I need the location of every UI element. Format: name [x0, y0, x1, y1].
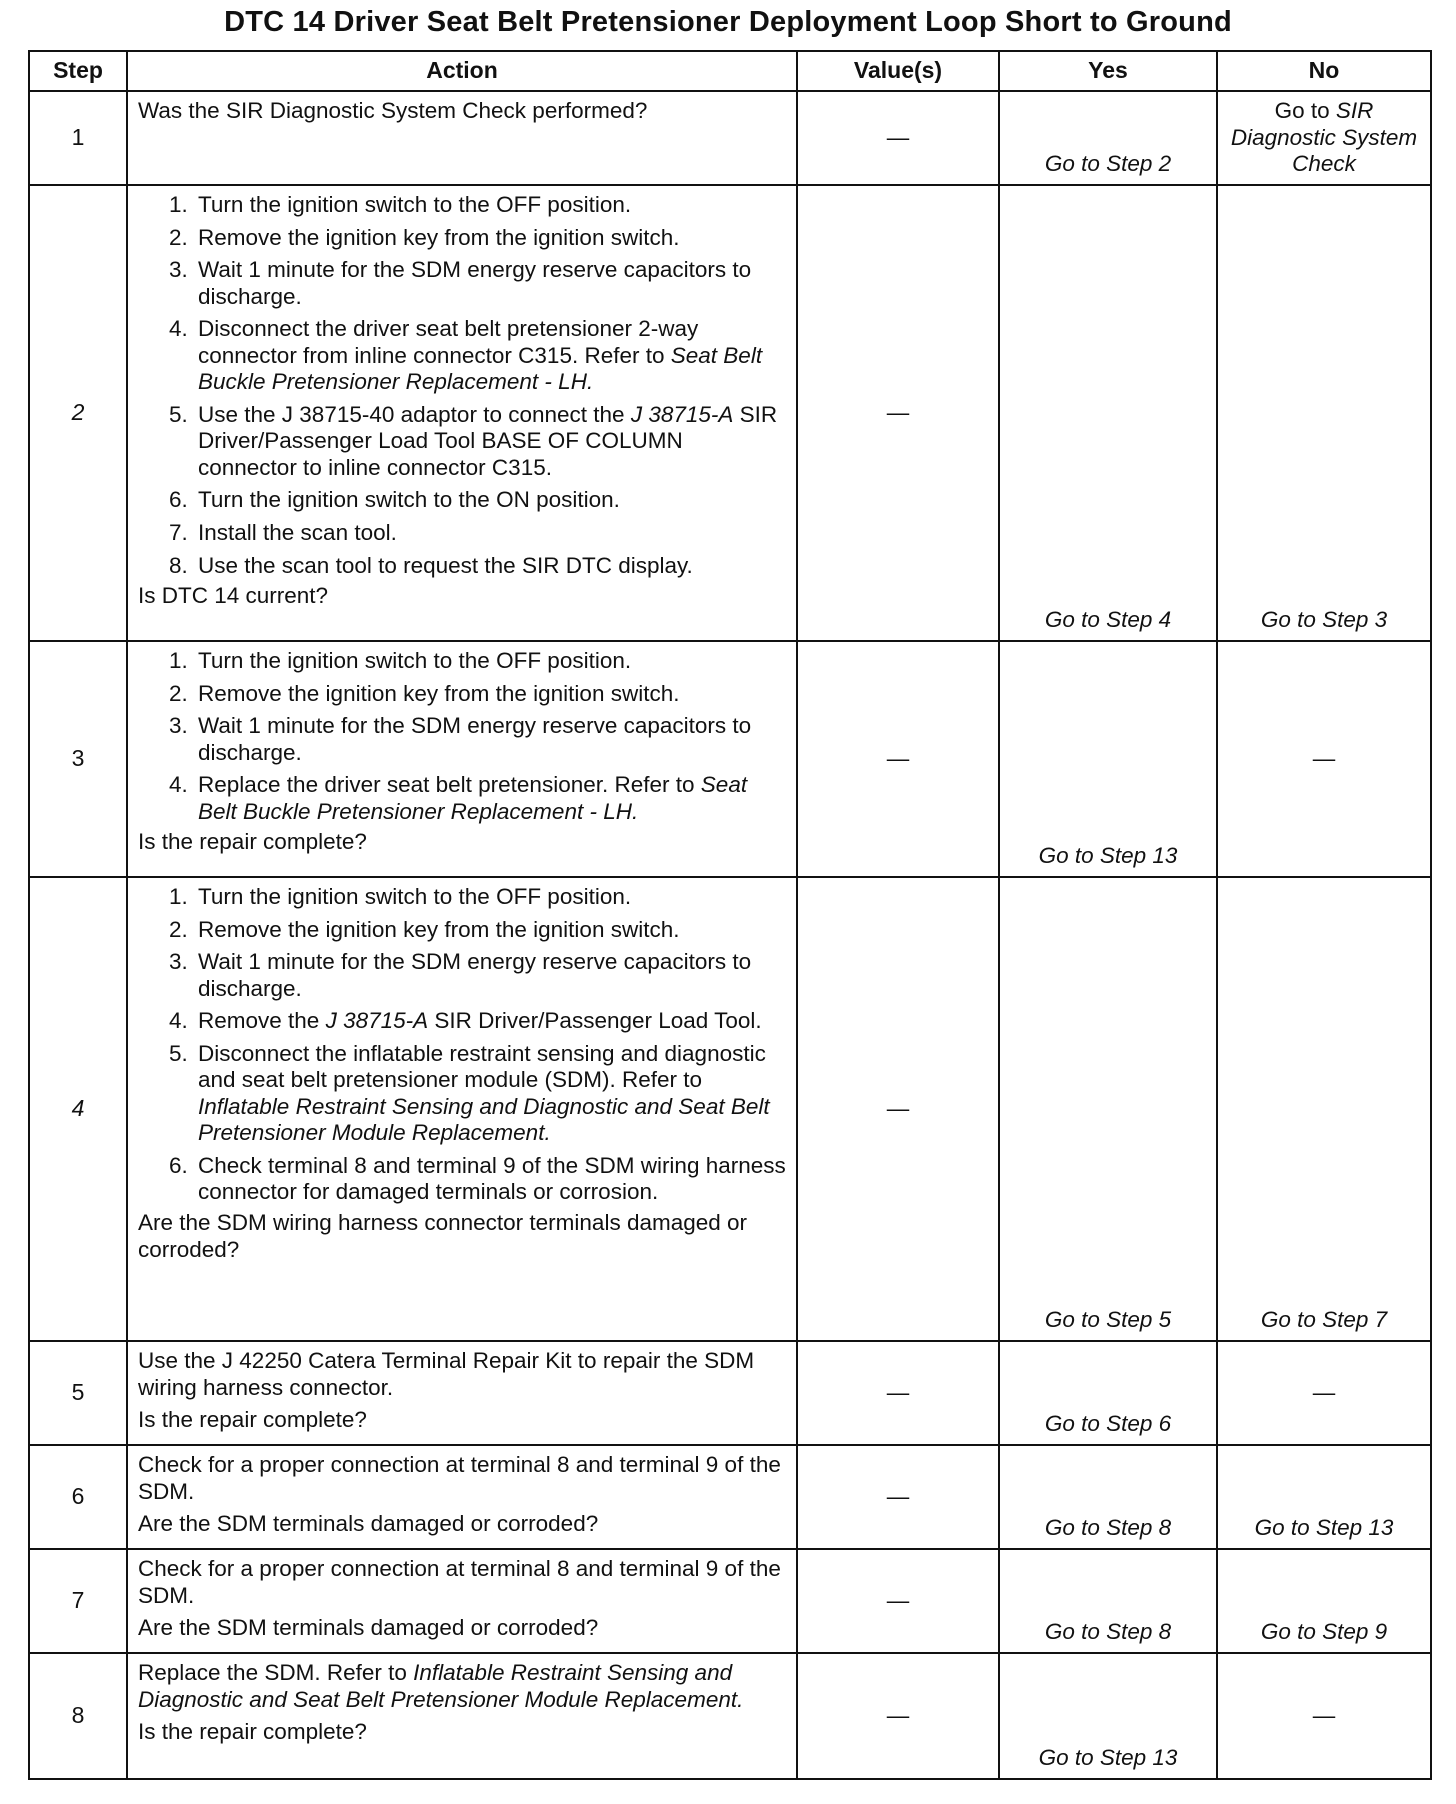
table-row [29, 1549, 1431, 1653]
list-item: 7. Install the scan tool. [194, 520, 786, 547]
table-row [29, 91, 1431, 185]
yes-cell [999, 641, 1217, 877]
list-item-text: Remove the [198, 1008, 320, 1034]
reference-link[interactable]: Seat Belt Buckle Pretensioner Replacement - LH. [198, 342, 763, 395]
value-cell [797, 641, 999, 877]
action-cell [127, 91, 797, 185]
page-title: DTC 14 Driver Seat Belt Pretensioner Deployment Loop Short to Ground [224, 6, 1232, 38]
action-text: Check for a proper connection at terminal 8 and terminal 9 of the SDM. [138, 1556, 781, 1608]
list-item: 1. Turn the ignition switch to the OFF position. [194, 884, 786, 911]
header-yes: Yes [999, 51, 1217, 91]
list-item-text: Disconnect the inflatable restraint sensing and diagnostic and seat belt pretensioner module (SDM). Refer to [198, 1040, 766, 1093]
table-row [29, 877, 1431, 1341]
value-cell [797, 1549, 999, 1653]
yes-link[interactable]: Go to Step 13 [1038, 843, 1178, 869]
action-question: Are the SDM terminals damaged or corroded? [138, 1615, 599, 1641]
header-row [29, 51, 1431, 91]
action-list [138, 884, 786, 1206]
no-cell [1217, 1445, 1431, 1549]
action-cell [127, 1549, 797, 1653]
table-row [29, 1341, 1431, 1445]
action-cell [127, 1341, 797, 1445]
value-cell [797, 1341, 999, 1445]
action-question: Are the SDM terminals damaged or corroded? [138, 1511, 599, 1537]
step-number: 3 [29, 641, 127, 877]
value-dash: — [886, 1702, 910, 1728]
yes-link[interactable]: Go to Step 4 [1044, 607, 1172, 633]
table-row [29, 1445, 1431, 1549]
action-text: Check for a proper connection at terminal 8 and terminal 9 of the SDM. [138, 1452, 781, 1504]
no-dash: — [1312, 1379, 1336, 1405]
value-dash: — [886, 745, 910, 771]
action-cell [127, 877, 797, 1341]
list-item: 2. Remove the ignition key from the ignition switch. [194, 681, 786, 708]
value-dash: — [886, 1095, 910, 1121]
tool-reference: J 38715-A [630, 401, 734, 427]
yes-cell [999, 91, 1217, 185]
header-no: No [1217, 51, 1431, 91]
list-item-text: SIR Driver/Passenger Load Tool BASE OF COLUMN connector to inline connector C315. [198, 401, 778, 480]
list-item: 2. Remove the ignition key from the ignition switch. [194, 917, 786, 944]
yes-cell [999, 1445, 1217, 1549]
action-list [138, 648, 786, 825]
value-dash: — [886, 1483, 910, 1509]
value-dash: — [886, 124, 910, 150]
action-question: Is the repair complete? [138, 1719, 367, 1745]
table-row [29, 641, 1431, 877]
action-question: Is the repair complete? [138, 1407, 367, 1433]
no-link[interactable]: Go to Step 7 [1260, 1307, 1388, 1333]
yes-cell [999, 877, 1217, 1341]
header-action: Action [127, 51, 797, 91]
value-dash: — [886, 1379, 910, 1405]
list-item: 1. Turn the ignition switch to the OFF position. [194, 192, 786, 219]
header-step: Step [29, 51, 127, 91]
list-item-text: Replace the driver seat belt pretensioner. Refer to [198, 772, 695, 798]
step-number: 4 [29, 877, 127, 1341]
step-number: 7 [29, 1549, 127, 1653]
reference-link[interactable]: Inflatable Restraint Sensing and Diagnostic and Seat Belt Pretensioner Module Replacement. [198, 1093, 770, 1146]
yes-link[interactable]: Go to Step 8 [1044, 1619, 1172, 1645]
action-cell [127, 641, 797, 877]
list-item: 3. Wait 1 minute for the SDM energy reserve capacitors to discharge. [194, 713, 786, 766]
yes-cell [999, 1341, 1217, 1445]
value-cell [797, 91, 999, 185]
value-dash: — [886, 1587, 910, 1613]
no-cell [1217, 185, 1431, 641]
step-number: 1 [29, 91, 127, 185]
no-dash: — [1312, 1702, 1336, 1728]
list-item: 6. Turn the ignition switch to the ON position. [194, 487, 786, 514]
list-item: 2. Remove the ignition key from the ignition switch. [194, 225, 786, 252]
value-cell [797, 185, 999, 641]
list-item: 1. Turn the ignition switch to the OFF position. [194, 648, 786, 675]
no-cell [1217, 91, 1431, 185]
no-cell [1217, 1653, 1431, 1779]
yes-link[interactable]: Go to Step 2 [1044, 151, 1172, 177]
action-text-prefix: Replace the SDM. Refer to [138, 1660, 407, 1685]
list-item: 3. Wait 1 minute for the SDM energy reserve capacitors to discharge. [194, 257, 786, 310]
action-question: Was the SIR Diagnostic System Check performed? [138, 98, 648, 123]
action-text [138, 1660, 786, 1713]
action-question: Is the repair complete? [138, 829, 367, 855]
step-number: 2 [29, 185, 127, 641]
no-cell [1217, 1549, 1431, 1653]
list-item [194, 772, 786, 825]
yes-link[interactable]: Go to Step 8 [1044, 1515, 1172, 1541]
header-values: Value(s) [797, 51, 999, 91]
diagnostic-table [28, 50, 1432, 1780]
table-row [29, 1653, 1431, 1779]
yes-link[interactable]: Go to Step 5 [1044, 1307, 1172, 1333]
step-number: 6 [29, 1445, 127, 1549]
no-cell [1217, 641, 1431, 877]
yes-link[interactable]: Go to Step 6 [1044, 1411, 1172, 1437]
reference-link[interactable]: Inflatable Restraint Sensing and Diagnostic and Seat Belt Pretensioner Module Replacement. [138, 1660, 744, 1712]
value-cell [797, 1445, 999, 1549]
reference-link[interactable]: Seat Belt Buckle Pretensioner Replacement - LH. [198, 772, 748, 824]
no-cell [1217, 877, 1431, 1341]
list-item [194, 402, 786, 482]
action-cell [127, 1653, 797, 1779]
list-item-text: Use the J 38715-40 adaptor to connect the [198, 401, 625, 427]
list-item [194, 316, 786, 396]
yes-cell [999, 1653, 1217, 1779]
action-question: Is DTC 14 current? [138, 583, 329, 609]
list-item: 6. Check terminal 8 and terminal 9 of the SDM wiring harness connector for damaged terminals or corrosion. [194, 1153, 786, 1206]
no-prefix: Go to [1274, 98, 1330, 124]
no-cell [1217, 1341, 1431, 1445]
no-link[interactable]: Go to Step 3 [1260, 607, 1388, 633]
no-link[interactable]: Go to Step 13 [1254, 1515, 1394, 1541]
list-item: 8. Use the scan tool to request the SIR DTC display. [194, 553, 786, 580]
step-number: 8 [29, 1653, 127, 1779]
yes-cell [999, 185, 1217, 641]
no-link[interactable]: Go to Step 9 [1260, 1619, 1388, 1645]
value-dash: — [886, 399, 910, 425]
tool-reference: J 38715-A [325, 1008, 429, 1034]
action-cell [127, 185, 797, 641]
value-cell [797, 1653, 999, 1779]
list-item-text: SIR Driver/Passenger Load Tool. [434, 1008, 762, 1034]
value-cell [797, 877, 999, 1341]
yes-link[interactable]: Go to Step 13 [1038, 1745, 1178, 1771]
action-cell [127, 1445, 797, 1549]
no-link[interactable]: SIR Diagnostic System Check [1230, 98, 1418, 177]
list-item [194, 1041, 786, 1147]
step-number: 5 [29, 1341, 127, 1445]
no-dash: — [1312, 745, 1336, 771]
list-item: 3. Wait 1 minute for the SDM energy reserve capacitors to discharge. [194, 949, 786, 1002]
list-item-text: Disconnect the driver seat belt pretensioner 2-way connector from inline connector C315. Refer to [198, 316, 699, 368]
yes-cell [999, 1549, 1217, 1653]
action-list [138, 192, 786, 579]
list-item [194, 1008, 786, 1035]
action-text: Use the J 42250 Catera Terminal Repair Kit to repair the SDM wiring harness connector. [138, 1348, 755, 1400]
table-row [29, 185, 1431, 641]
action-question: Are the SDM wiring harness connector terminals damaged or corroded? [138, 1210, 748, 1262]
